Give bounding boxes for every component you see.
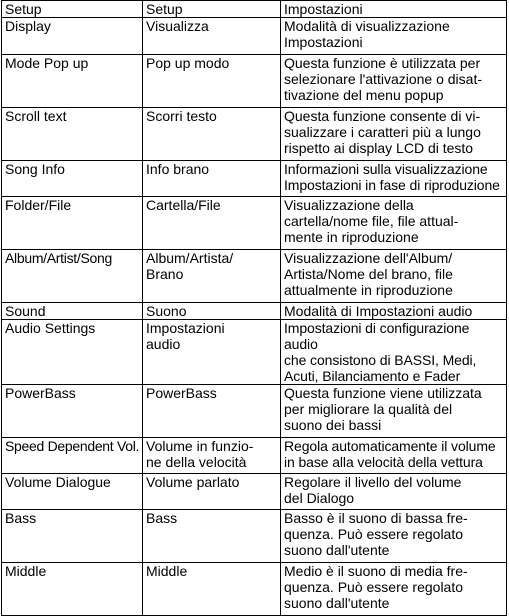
row-label-en: Speed Dependent Vol.: [2, 438, 143, 474]
row-description: Informazioni sulla visualizzazione Impostazioni in fase di riproduzione: [281, 161, 507, 197]
row-description: Regolare il livello del volume del Dialogo: [281, 474, 507, 510]
row-label-it: Impostazioni audio: [143, 320, 281, 385]
row-description: Regola automaticamente il volume in base alla velocità della vettura: [281, 438, 507, 474]
table-row: [2, 197, 507, 250]
row-description: Impostazioni di configurazione audio che consistono di BASSI, Medi, Acuti, Bilanciamento e Fader: [281, 320, 507, 385]
table-row: [2, 250, 507, 303]
table-row: [2, 161, 507, 197]
table-row: [2, 108, 507, 161]
table-row: [2, 510, 507, 563]
row-label-en: Song Info: [2, 161, 143, 197]
table-header-row: [2, 1, 507, 18]
row-label-en: Sound: [2, 303, 143, 320]
row-label-it: Pop up modo: [143, 55, 281, 108]
row-label-it: Middle: [143, 563, 281, 616]
header-impostazioni: Impostazioni: [281, 1, 507, 18]
table-row: [2, 18, 507, 55]
row-description: Modalità di Impostazioni audio: [281, 303, 507, 320]
row-description: Visualizzazione dell'Album/ Artista/Nome del brano, file attualmente in riproduzione: [281, 250, 507, 303]
table-row: [2, 320, 507, 385]
row-label-it: Scorri testo: [143, 108, 281, 161]
row-label-en: Scroll text: [2, 108, 143, 161]
row-label-en: Middle: [2, 563, 143, 616]
row-label-it: Suono: [143, 303, 281, 320]
row-label-en: Volume Dialogue: [2, 474, 143, 510]
row-label-en: Bass: [2, 510, 143, 563]
row-label-it: Bass: [143, 510, 281, 563]
row-label-en: Folder/File: [2, 197, 143, 250]
row-description: Medio è il suono di media fre- quenza. Può essere regolato suono dall'utente: [281, 563, 507, 616]
table-row: [2, 385, 507, 438]
table-row: [2, 438, 507, 474]
row-label-en: Album/Artist/Song: [2, 250, 143, 303]
settings-table: [1, 0, 507, 616]
table-row: [2, 563, 507, 616]
row-description: Visualizzazione della cartella/nome file, file attual- mente in riproduzione: [281, 197, 507, 250]
row-label-en: Audio Settings: [2, 320, 143, 385]
row-label-en: Mode Pop up: [2, 55, 143, 108]
header-setup-it: Setup: [143, 1, 281, 18]
row-label-en: PowerBass: [2, 385, 143, 438]
row-description: Questa funzione viene utilizzata per migliorare la qualità del suono dei bassi: [281, 385, 507, 438]
row-description: Basso è il suono di bassa fre- quenza. Può essere regolato suono dall'utente: [281, 510, 507, 563]
table-row: [2, 303, 507, 320]
table-row: [2, 55, 507, 108]
row-description: Modalità di visualizzazione Impostazioni: [281, 18, 507, 55]
row-label-it: PowerBass: [143, 385, 281, 438]
table-row: [2, 474, 507, 510]
row-label-it: Cartella/File: [143, 197, 281, 250]
row-label-it: Album/Artista/ Brano: [143, 250, 281, 303]
row-label-it: Visualizza: [143, 18, 281, 55]
row-label-it: Volume parlato: [143, 474, 281, 510]
row-label-en: Display: [2, 18, 143, 55]
row-label-it: Info brano: [143, 161, 281, 197]
row-label-it: Volume in funzio- ne della velocità: [143, 438, 281, 474]
row-description: Questa funzione consente di vi- sualizzare i caratteri più a lungo rispetto ai display LCD di testo: [281, 108, 507, 161]
row-description: Questa funzione è utilizzata per selezionare l'attivazione o disat- tivazione del menu popup: [281, 55, 507, 108]
header-setup-en: Setup: [2, 1, 143, 18]
